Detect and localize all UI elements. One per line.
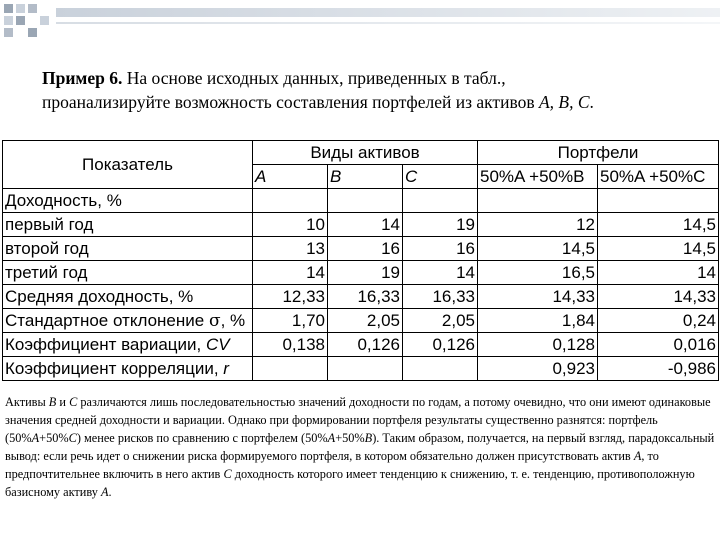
row-label-text: Коэффициент вариации, <box>5 334 202 354</box>
r-symbol: r <box>223 358 229 378</box>
row-label-text: Коэффициент корреляции, <box>5 358 219 378</box>
table-row <box>3 357 719 381</box>
cell-b: 14 <box>328 213 403 237</box>
cell-portfolio-ac: 14 <box>598 261 719 285</box>
note-asset: A <box>633 449 642 463</box>
note-asset: A <box>327 431 336 445</box>
row-label-text: Стандартное отклонение <box>5 310 205 330</box>
header-portfolio-ab: 50%A +50%B <box>478 165 598 189</box>
title-line-2 <box>42 90 712 114</box>
note-text: различаются лишь последовательностью значений доходности по годам, а потому очевидно, что они имеют одинаковые значения средней доходности и вариации. Однако при формировании портфеля результаты существенно разнятся: портфель (50% <box>5 395 711 445</box>
cell-portfolio-ac: 14,5 <box>598 237 719 261</box>
cv-symbol: CV <box>205 334 230 354</box>
cell-c: 16 <box>403 237 478 261</box>
row-label <box>3 333 253 357</box>
table-row <box>3 237 719 261</box>
header-asset-types: Виды активов <box>253 141 478 165</box>
cell-portfolio-ab: 0,923 <box>478 357 598 381</box>
title-end: . <box>589 92 594 112</box>
deco-bar <box>56 8 720 17</box>
table-row <box>3 309 719 333</box>
row-label-unit: , % <box>220 310 246 330</box>
note-asset: C <box>223 467 232 481</box>
cell-portfolio-ab: 16,5 <box>478 261 598 285</box>
conclusion-text <box>5 393 717 501</box>
table-row <box>3 213 719 237</box>
cell-b: 2,05 <box>328 309 403 333</box>
cell-portfolio-ac: 0,016 <box>598 333 719 357</box>
header-asset-a: A <box>253 165 328 189</box>
cell-c: 2,05 <box>403 309 478 333</box>
header-asset-b: B <box>328 165 403 189</box>
sigma-symbol: σ <box>208 310 221 331</box>
cell-c: 16,33 <box>403 285 478 309</box>
example-number: Пример 6. <box>42 68 123 88</box>
deco-square <box>4 28 13 37</box>
note-asset: B <box>48 395 57 409</box>
row-label: второй год <box>3 237 253 261</box>
deco-square <box>16 16 25 25</box>
deco-square <box>4 4 13 13</box>
note-asset: A <box>31 431 40 445</box>
cell-b <box>328 357 403 381</box>
cell-b: 16 <box>328 237 403 261</box>
cell-c <box>403 357 478 381</box>
cell-a: 13 <box>253 237 328 261</box>
cell-a: 14 <box>253 261 328 285</box>
data-table <box>2 140 719 381</box>
note-text: ) менее рисков по сравнению с портфелем (50% <box>76 431 328 445</box>
cell-c: 14 <box>403 261 478 285</box>
cell-portfolio-ab: 1,84 <box>478 309 598 333</box>
note-text: , то предпочтительнее включить в него актив <box>5 449 659 481</box>
cell-a: 1,70 <box>253 309 328 333</box>
table-row <box>3 189 719 213</box>
note-text: доходность которого имеет тенденцию к снижению, т. е. тенденцию, противоположную базисному активу <box>5 467 695 499</box>
table-row <box>3 333 719 357</box>
cell-portfolio-ac: 14,33 <box>598 285 719 309</box>
row-label <box>3 357 253 381</box>
cell-portfolio-ab: 12 <box>478 213 598 237</box>
header-portfolio-ac: 50%A +50%C <box>598 165 719 189</box>
title-line-1 <box>42 66 712 90</box>
task-title <box>42 66 712 114</box>
header-asset-c: C <box>403 165 478 189</box>
note-text: и <box>59 395 66 409</box>
title-text-1: На основе исходных данных, приведенных в табл., <box>126 68 506 88</box>
row-label-return: Доходность, % <box>3 189 253 213</box>
cell-c: 0,126 <box>403 333 478 357</box>
cell-portfolio-ab: 14,5 <box>478 237 598 261</box>
title-assets: A, B, C <box>538 92 590 112</box>
note-asset: B <box>364 431 373 445</box>
deco-square <box>16 4 25 13</box>
deco-square <box>28 28 37 37</box>
note-text: . <box>108 485 112 499</box>
deco-square <box>28 4 37 13</box>
row-label: Средняя доходность, % <box>3 285 253 309</box>
note-text: +50% <box>39 431 69 445</box>
note-text: Активы <box>5 395 46 409</box>
note-text: ). Таким образом, получается, на первый взгляд, парадоксальный вывод: если речь идет о снижении риска формируемого портфеля, в котором обязательно должен присутствовать актив <box>5 431 715 463</box>
note-text: +50% <box>335 431 365 445</box>
cell-portfolio-ac: 0,24 <box>598 309 719 333</box>
row-label: первый год <box>3 213 253 237</box>
note-asset: C <box>68 431 77 445</box>
row-label: третий год <box>3 261 253 285</box>
cell-a <box>253 357 328 381</box>
cell-portfolio-ac: 14,5 <box>598 213 719 237</box>
deco-square <box>40 16 49 25</box>
cell-portfolio-ac: -0,986 <box>598 357 719 381</box>
deco-square <box>4 16 13 25</box>
cell-c: 19 <box>403 213 478 237</box>
table-header-row <box>3 141 719 165</box>
cell-b: 0,126 <box>328 333 403 357</box>
header-portfolios: Портфели <box>478 141 719 165</box>
cell-portfolio-ab: 0,128 <box>478 333 598 357</box>
cell-a: 10 <box>253 213 328 237</box>
note-asset: C <box>69 395 78 409</box>
cell-a: 0,138 <box>253 333 328 357</box>
table-row <box>3 285 719 309</box>
cell-a: 12,33 <box>253 285 328 309</box>
note-asset: A <box>100 485 109 499</box>
header-indicator: Показатель <box>3 141 253 189</box>
row-label <box>3 309 253 333</box>
corner-decoration <box>0 0 720 40</box>
title-text-2: проанализируйте возможность составления портфелей из активов <box>42 92 535 112</box>
deco-bar <box>56 22 720 24</box>
cell-b: 19 <box>328 261 403 285</box>
table-row <box>3 261 719 285</box>
cell-b: 16,33 <box>328 285 403 309</box>
cell-portfolio-ab: 14,33 <box>478 285 598 309</box>
